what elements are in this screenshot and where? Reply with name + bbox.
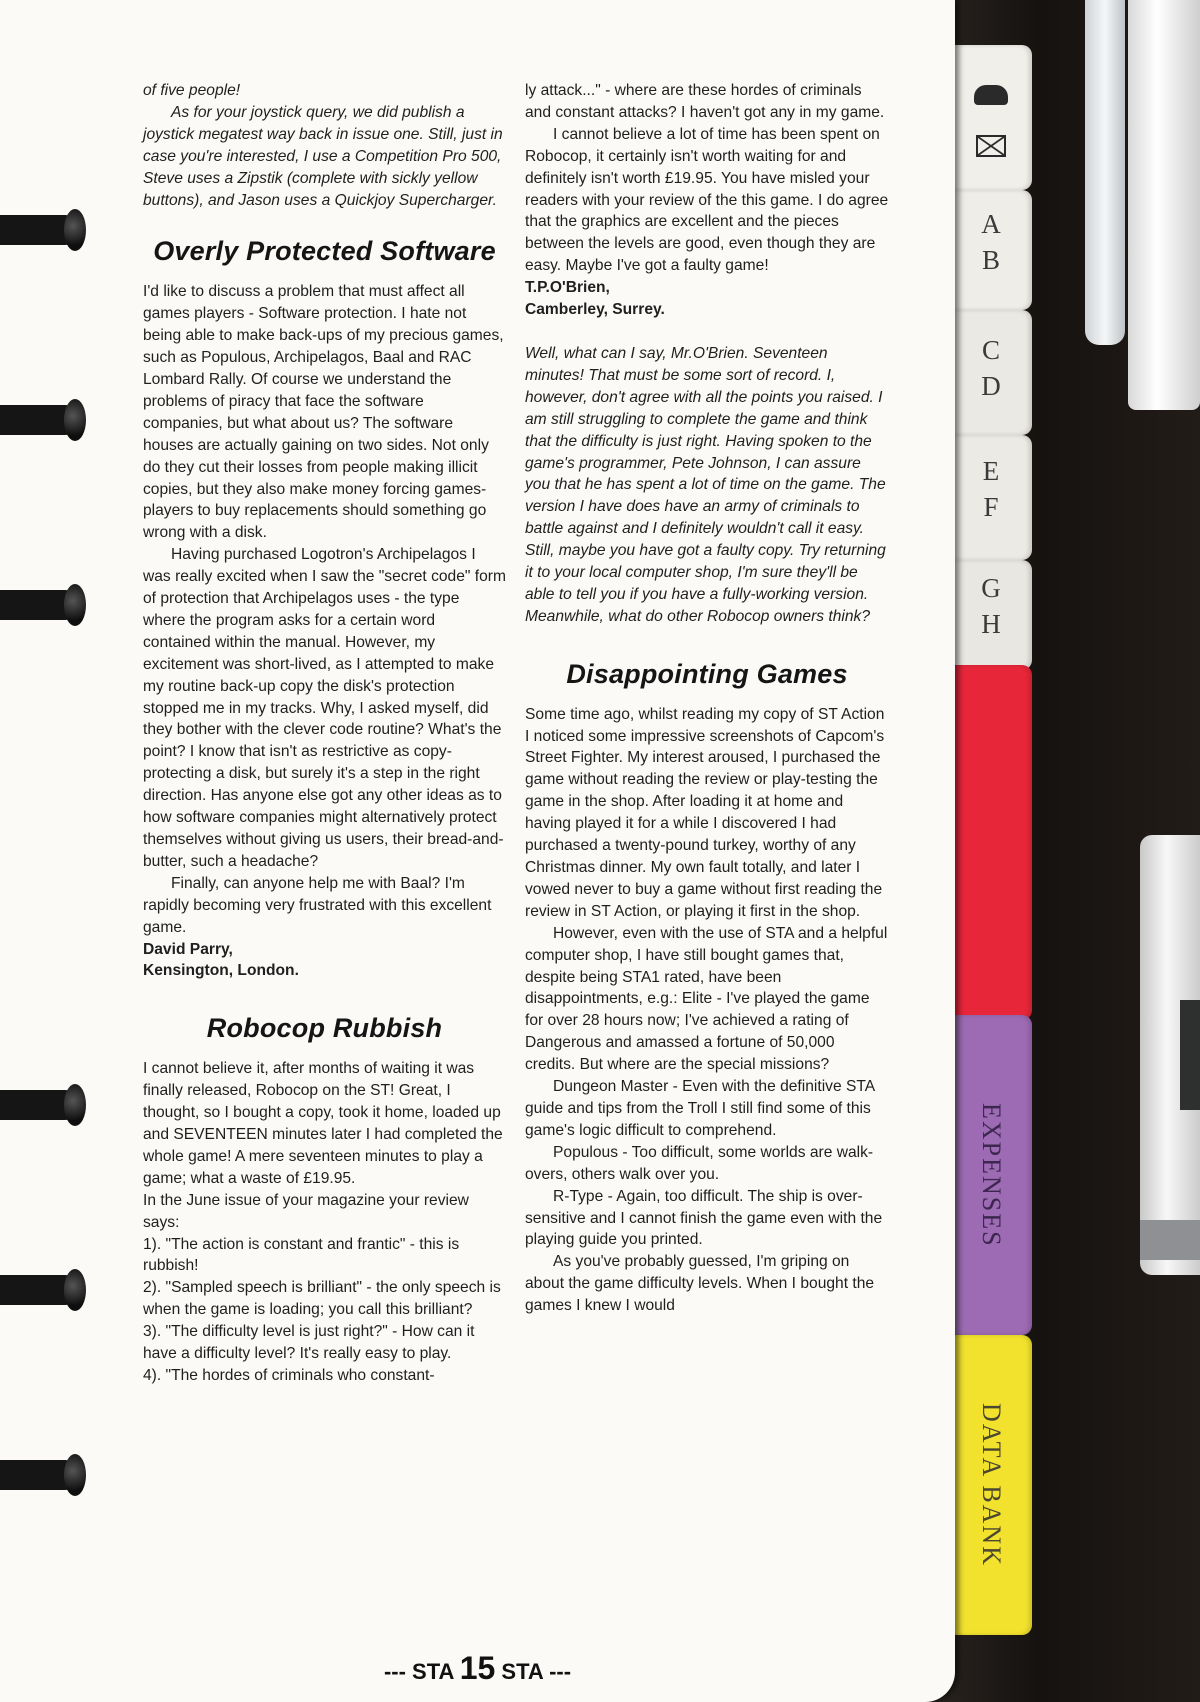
heading-disappointing-games: Disappointing Games [566, 658, 848, 689]
tab-letter-h: H [981, 609, 1001, 639]
letter-paragraph: Finally, can anyone help me with Baal? I'm rapidly becoming very frustrated with this excellent game. [143, 874, 492, 936]
letter-paragraph: As you've probably guessed, I'm griping on about the game difficulty levels. When I bought the games I knew I would [525, 1253, 875, 1315]
binder-ring [0, 1275, 80, 1305]
tab-projects[interactable] [950, 665, 1032, 1020]
tab-letter-f: F [983, 492, 999, 522]
binder-ring [0, 1090, 80, 1120]
letter-paragraph: I cannot believe a lot of time has been spent on Robocop, it certainly isn't worth waiting for and definitely isn't worth £19.95. You have misled your readers with your review of the this game. I do agree that the graphics are excellent and the pieces between the levels are good, even though they are easy. Maybe I've got a faulty game! [525, 125, 889, 275]
tab-data-bank[interactable] [950, 1335, 1032, 1635]
letter-list-item: 4). "The hordes of criminals who constant- [143, 1366, 435, 1384]
tab-letter-g: G [981, 573, 1001, 603]
tab-gh[interactable] [950, 560, 1032, 670]
tab-expenses-label: EXPENSES [977, 1102, 1006, 1248]
editor-reply: Well, what can I say, Mr.O'Brien. Seventeen minutes! That must be some sort of record. I, however, don't agree with all the points you raised. I am still struggling to complete the game and think that the difficulty is just right. Having spoken to the game's programmer, Pete Johnson, I can assure you that he has spent a lot of time on the game. The version I have does have an army of criminals to battle against and I definitely wouldn't call it easy. Still, maybe you have got a faulty copy. Try returning it to your local computer shop, I'm sure they'll be able to tell you if you have a fully-working version. Meanwhile, what do other Robocop owners think? [525, 344, 886, 625]
letter-paragraph: Some time ago, whilst reading my copy of ST Action I noticed some impressive screenshots of Capcom's Street Fighter. My interest aroused, I purchased the game without reading the review or play-testing the game in the shop. After loading it at home and having played it for a while I discovered I had purchased a twenty-pound turkey, worthy of any Christmas dinner. My own fault totally, and later I vowed never to buy a game without first reading the review in ST Action, or playing it first in the shop. [525, 705, 885, 920]
letter-paragraph: R-Type - Again, too difficult. The ship is over-sensitive and I cannot finish the game even with the playing guide you printed. [525, 1187, 883, 1249]
envelope-icon [976, 135, 1006, 157]
column-right [525, 80, 889, 1317]
column-left [143, 80, 506, 1387]
tab-ab[interactable] [950, 190, 1032, 310]
binder-ring [0, 590, 80, 620]
footer-left: --- STA [383, 1659, 460, 1684]
binder-ring [0, 405, 80, 435]
heading-overly-protected-software: Overly Protected Software [153, 236, 496, 267]
tab-ef[interactable] [950, 435, 1032, 560]
heading-robocop-rubbish: Robocop Rubbish [206, 1013, 443, 1044]
tab-letter-c: C [981, 335, 1000, 365]
marker-band [1140, 1220, 1200, 1260]
letter-list-item: 2). "Sampled speech is brilliant" - the only speech is when the game is loading; you call this brilliant? [143, 1279, 501, 1319]
page-footer [0, 1650, 955, 1687]
binder-ring [0, 1460, 80, 1490]
letter-list-item: 1). "The action is constant and frantic" - this is rubbish! [143, 1235, 460, 1275]
letter-paragraph: Having purchased Logotron's Archipelagos I was really excited when I saw the "secret code" form of protection that Archipelagos uses - the type where the program asks for a certain word contained within the manual. However, my excitement was short-lived, as I attempted to make my routine back-up copy the disk's protection stopped me in my tracks. Why, I asked myself, did they bother with the clever code routine? What's the point? I know that isn't as restrictive as copy-protecting a disk, but surely it's a step in the right direction. Has anyone else got any other ideas as to how software companies might alternatively protect themselves without giving us users, their bread-and-butter, such a headache? [143, 546, 506, 870]
tab-letter-d: D [981, 371, 1001, 401]
marker-label [1180, 1000, 1200, 1110]
tab-data-bank-label: DATA BANK [977, 1403, 1006, 1567]
reply-intro-end: of five people! [143, 82, 241, 99]
telephone-icon [974, 85, 1008, 105]
letter-paragraph: However, even with the use of STA and a helpful computer shop, I have still bought games that, despite being STA1 rated, have been disappointments, e.g.: Elite - I've played the game for over 28 hours now; I've achieved a rating of Dangerous and amassed a fortune of 50,000 credits. But where are the special missions? [525, 924, 888, 1074]
signature-place: Kensington, London. [143, 962, 299, 980]
tab-expenses[interactable] [950, 1015, 1032, 1335]
letter-paragraph: Populous - Too difficult, some worlds are walk-overs, others walk over you. [525, 1143, 874, 1183]
letter-list-item: 3). "The difficulty level is just right?" - How can it have a difficulty level? It's really easy to play. [143, 1323, 475, 1363]
letter-paragraph: I'd like to discuss a problem that must affect all games players - Software protection. I hate not being able to make back-ups of my precious games, such as Populous, Archipelagos, Baal and RAC Lombard Rally. Of course we understand the problems of piracy that face the software companies, but what about us? The software houses are actually gaining on two sides. Not only do they cut their losses from people making illicit copies, but they also make money forcing games-players to buy replacements should something go wrong with a disk. [143, 283, 504, 542]
tab-letter-e: E [982, 456, 1000, 486]
tab-letter-a: A [981, 209, 1001, 239]
pen-cap [1085, 0, 1125, 345]
signature-place: Camberley, Surrey. [525, 301, 665, 319]
letter-paragraph: ly attack..." - where are these hordes of criminals and constant attacks? I haven't got any in my game. [525, 82, 885, 121]
letter-paragraph: In the June issue of your magazine your review says: [143, 1191, 469, 1231]
binder-ring [0, 215, 80, 245]
pen-top [1128, 0, 1200, 410]
page-number: 15 [459, 1650, 496, 1686]
signature-name: David Parry, [143, 940, 233, 958]
letter-paragraph: Dungeon Master - Even with the definitive STA guide and tips from the Troll I still find some of this game's logic difficult to comprehend. [525, 1078, 875, 1139]
reply-joystick: As for your joystick query, we did publish a joystick megatest way back in issue one. Still, just in case you're interested, I use a Competition Pro 500, Steve uses a Zipstik (complete with sickly yellow buttons), and Jason uses a Quickjoy Supercharger. [143, 103, 503, 209]
tab-contacts[interactable] [950, 45, 1032, 190]
tab-cd[interactable] [950, 310, 1032, 435]
signature-name: T.P.O'Brien, [525, 279, 610, 297]
letter-paragraph: I cannot believe it, after months of waiting it was finally released, Robocop on the ST! Great, I thought, so I bought a copy, took it home, loaded up and SEVENTEEN minutes later I had completed the whole game! A mere seventeen minutes to play a game; what a waste of £19.95. [143, 1060, 503, 1187]
tab-letter-b: B [981, 245, 1000, 275]
footer-right: STA --- [495, 1659, 572, 1684]
